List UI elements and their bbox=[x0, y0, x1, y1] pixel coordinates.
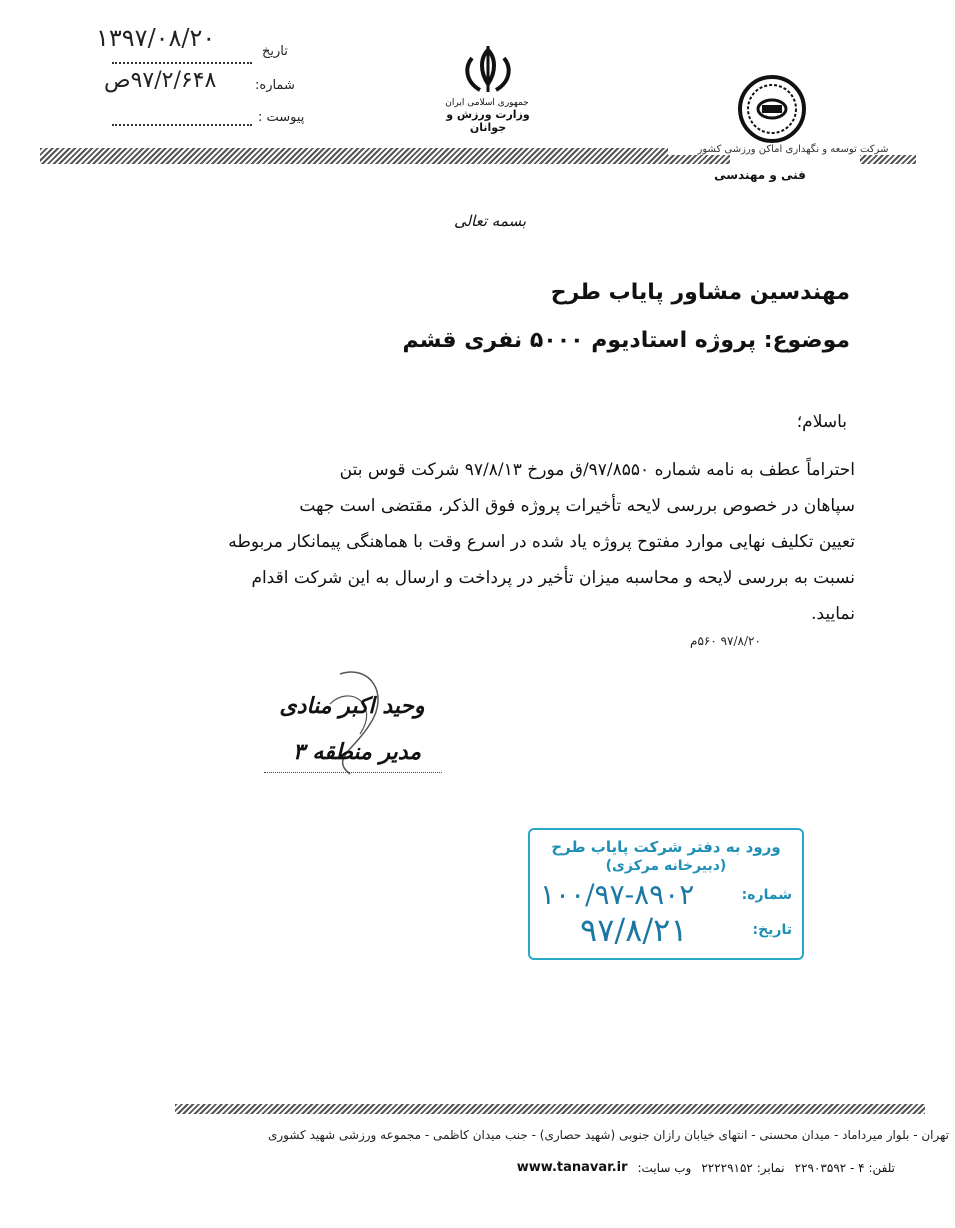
body-line-4: نسبت به بررسی لایحه و محاسبه میزان تأخیر در پرداخت و ارسال به این شرکت اقدام bbox=[251, 568, 855, 588]
attachment-dotted-line bbox=[112, 124, 252, 126]
date-label: تاریخ bbox=[262, 44, 288, 59]
number-label: شماره: bbox=[255, 78, 295, 93]
signatory-title: مدیر منطقه ۳ bbox=[292, 740, 422, 765]
date-value: ۱۳۹۷/۰۸/۲۰ bbox=[96, 24, 216, 52]
body-line-2: سپاهان در خصوص بررسی لایحه تأخیرات پروژه فوق الذکر، مقتضی است جهت bbox=[299, 496, 855, 516]
company-logo-icon bbox=[722, 72, 822, 146]
stamp-subtitle: (دبیرخانه مرکزی) bbox=[605, 858, 727, 874]
subject: موضوع: پروژه استادیوم ۵۰۰۰ نفری قشم bbox=[402, 328, 850, 353]
footer-fax: نمابر: ۲۲۲۲۹۱۵۲ bbox=[701, 1160, 785, 1175]
footer-website-label: وب سایت: bbox=[637, 1160, 692, 1175]
footer-phone: تلفن: ۴ - ۲۲۹۰۳۵۹۲ bbox=[794, 1160, 895, 1175]
received-stamp bbox=[528, 828, 804, 960]
signatory-name: وحید اکبر منادی bbox=[279, 694, 425, 719]
salutation: بسمه تعالی bbox=[453, 212, 527, 230]
stamp-date-value: ۹۷/۸/۲۱ bbox=[580, 911, 688, 949]
body-line-3: تعیین تکلیف نهایی موارد مفتوح پروژه یاد شده در اسرع وقت با هماهنگی پیمانکار مربوطه bbox=[228, 532, 855, 552]
stamp-title: ورود به دفتر شرکت پایاب طرح bbox=[551, 838, 781, 856]
header-band-left bbox=[40, 148, 730, 164]
footer-website-link[interactable]: www.tanavar.ir bbox=[516, 1160, 628, 1175]
signature-underline bbox=[264, 772, 442, 773]
handwritten-note: ۹۷/۸/۲۰ ۵۶۰م bbox=[690, 634, 761, 648]
number-value: ۹۷/۲/۶۴۸ص bbox=[104, 68, 217, 93]
stamp-number-label: شماره: bbox=[741, 886, 792, 903]
footer-band bbox=[175, 1104, 925, 1114]
ministry-line1: جمهوری اسلامی ایران bbox=[445, 98, 529, 108]
signature-scribble-icon bbox=[300, 664, 410, 784]
body-line-1: احتراماً عطف به نامه شماره ۹۷/۸۵۵۰/ق مورخ ۹۷/۸/۱۳ شرکت قوس بتن bbox=[339, 460, 855, 480]
date-dotted-line bbox=[112, 62, 252, 64]
stamp-date-label: تاریخ: bbox=[752, 922, 792, 938]
company-name: شرکت توسعه و نگهداری اماکن ورزشی کشور bbox=[668, 144, 918, 155]
recipient: مهندسین مشاور پایاب طرح bbox=[550, 280, 850, 305]
stamp-number-value: ۱۰۰/۹۷-۸۹۰۲ bbox=[540, 878, 695, 911]
footer-address: تهران - بلوار میرداماد - میدان محسنی - انتهای خیابان رازان جنوبی (شهید حصاری) - جنب میدان کاظمی - مجموعه ورزشی شهید کشوری bbox=[267, 1128, 949, 1142]
footer-contact bbox=[517, 1160, 895, 1175]
attachment-label: پیوست : bbox=[258, 110, 305, 125]
department-name: فنی و مهندسی bbox=[714, 168, 806, 182]
greeting: باسلام؛ bbox=[796, 412, 847, 432]
iran-emblem-icon bbox=[458, 44, 518, 96]
body-line-5: نمایید. bbox=[811, 604, 855, 624]
ministry-line2: وزارت ورزش و جوانان bbox=[446, 108, 530, 134]
letter-body bbox=[145, 452, 855, 632]
